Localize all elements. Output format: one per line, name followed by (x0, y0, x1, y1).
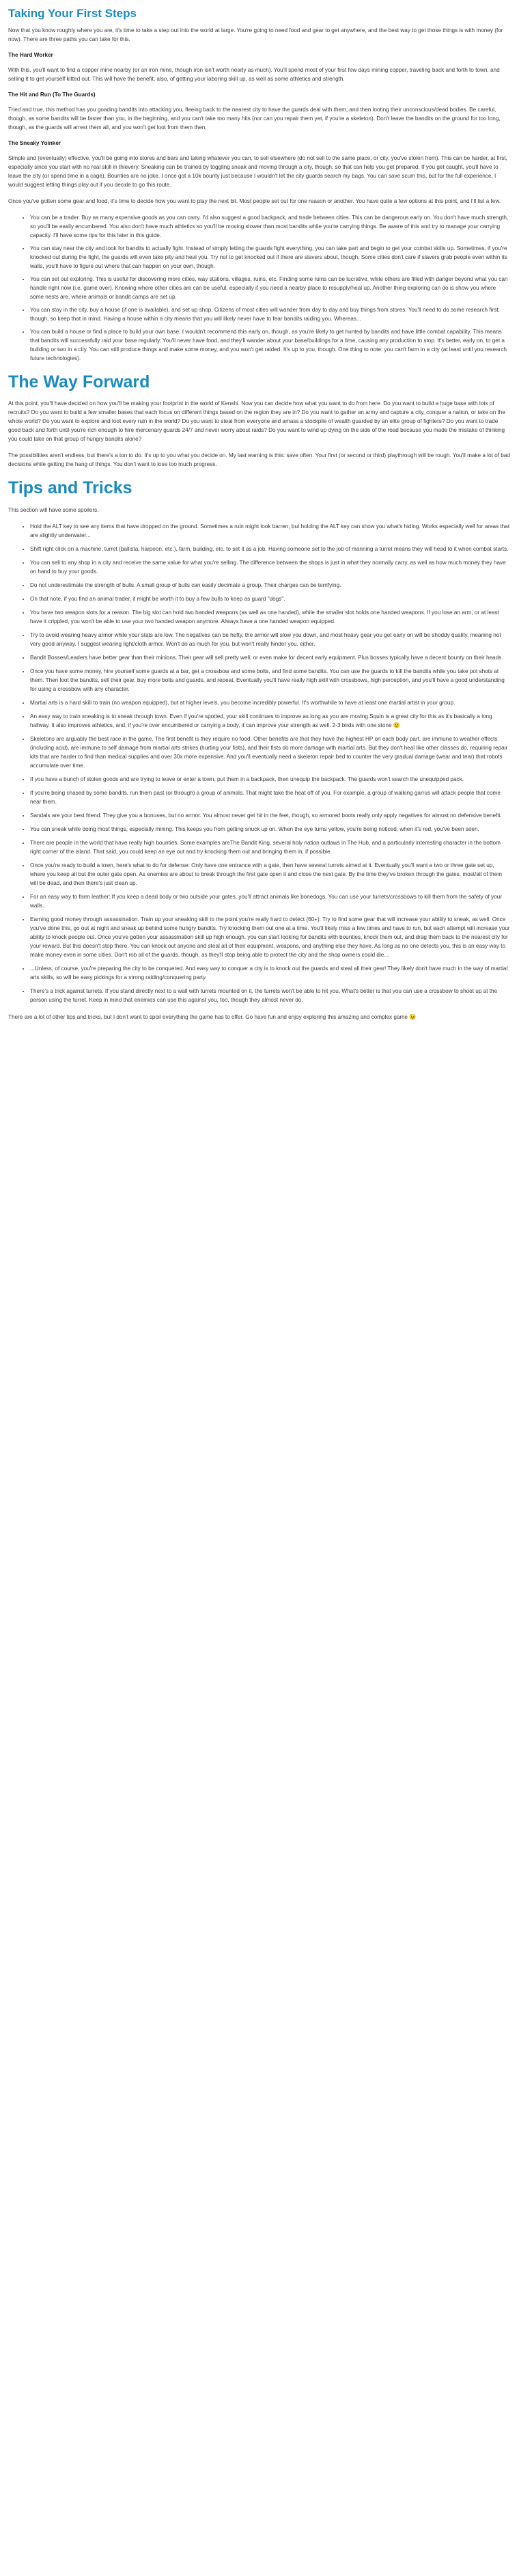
sneaky-yoinker-paragraph: Simple and (eventually) effective, you'll be going into stores and bars and taking whatever you can, to sell elsewhere (do not sell to the same place, or city, you've stolen from). This can be harder, at first, especially since you start with no real skill in thievery. Sneaking can be trained by toggling sneak and moving through a city, though, so that can help you get prepared. If you get caught, you'll have to leave the city (or spend time in a cage). Bounties are no joke. I once got a 10k bounty just because I wouldn't let the city guards search my bags. You can save scum this, but for the full experience, I would suggest letting things play out if you decide to go this route. (8, 154, 507, 188)
intro-paragraph: Now that you know roughly where you are, it's time to take a step out into the world at large. You're going to need food and gear to get anywhere, and the best way to get those things is with money (for now). There are three paths you can take for this. (8, 27, 503, 42)
list-item: • Sandals are your best friend. They give you a bonuses, but no armor. You almost never get hit in the feet, though, so armored boots really only apply negatives for almost no defensive benefit. (30, 811, 511, 820)
list-item: • For an easy way to farm leather: If you keep a dead body or two outside your gates, you'll attract animals like bonedogs. You can use your turrets/crossbows to kill them from the safety of your walls. (30, 892, 511, 910)
section-title-way-forward: The Way Forward (8, 372, 150, 392)
list-item: • There are people in the world that have really high bounties. Some examples areThe Bandit King, several holy nation outlaws in The Hub, and a particularly interesting character in the bottom right corner of the island. That said, you could keep an eye out and try knocking them out and bringing them in, if possible. (30, 838, 511, 856)
hard-worker-paragraph: With this, you'll want to find a copper mine nearby (or an iron mine, though iron isn't worth nearly as much). You'll spend most of your first few days mining copper, traveling back and forth to town, and selling it to get yourself kitted out. This will have the benefit, also, of getting your laboring skill up, as well as some athletics and strength. (8, 66, 500, 82)
list-item: • Try to avoid wearing heavy armor while your stats are low. The negatives can be hefty, the armor will slow you down, and most heavy gear you get early on will be shoddy quality, meaning not very good anyway. I suggest wearing light/cloth armor. Won't do as much for you, but won't really hinder you, either. (30, 631, 511, 648)
section-title-first-steps: Taking Your First Steps (8, 7, 137, 20)
closing-paragraph: There are a lot of other tips and tricks, but I don't want to spoil everything the game has to offer. Go have fun and enjoy exploring this amazing and complex game 😉 (8, 1014, 417, 1021)
list-item: • Once you have some money, hire yourself some guards at a bar, get a crossbow and some bolts, and find some bandits. You can use the guards to kill the bandits while you take pot shots at them. Then loot the bandits, sell their gear, buy more bolts and guards, and repeat. Eventually you'll have really high skill with crossbows, high perception, and you'll have a good understanding for using a crossbow with any character. (30, 667, 511, 694)
way-forward-paragraph-1: At this point, you'll have decided on how you'll be making your footprint in the world of Kenshi. Now you can decide how what you want to do from here. Do you want to build a huge base with lots of recruits? Do you want to build a few smaller bases that each focus on different things based on the region they are in? Do you want to gather an army and capture a city, conquer a nation, or take on the whole world? Do you want to explore and loot every ruin in the world? Do you want to steal from everyone and amass a stockpile of wealth guarded by an elite group of fighters? Do you want to trade good back and forth until you're rich enough to hire mercenary guards 24/7 and never worry about raids? Do you want to wind up dying on the side of the road because you made the mistake of thinking you could take on that group of hungry bandits alone? (8, 400, 505, 443)
options-list (8, 213, 511, 363)
tips-list (8, 522, 511, 1004)
list-item: • You can be a trader. Buy as many expensive goods as you can carry. I'd also suggest a good backpack, and trade between cities. This can be dangerous early on. You don't have much strength, so you'll be easily encumbered. You also don't have much athletics so you'll be moving slower than most bandits while you're carrying things. Be aware of this and try to manage your carrying capacity. I'll have some tips for this later in this guide. (30, 213, 511, 240)
list-item: • You can stay in the city, buy a house (if one is available), and set up shop. Citizens of most cities will wander from day to day and buy things from stores. You'll need to do some research first, though, so keep that in mind. Having a house within a city means that you will likely never have to fear bandits raiding you. Whereas... (30, 305, 511, 323)
options-intro-paragraph: Once you've gotten some gear and food, it's time to decide how you want to play the next bit. Most people set out for one reason or another. You have quite a few options at this point, and I'll list a few. (8, 197, 501, 204)
list-item: • Bandit Bosses/Leaders have better gear than their minions. Their gear will sell pretty well, or even make for decent early equipment. Plus bosses typically have a decent bounty on their heads. (30, 653, 511, 662)
list-item: • You can set out exploring. This is useful for discovering more cities, way stations, villages, ruins, etc. Finding some ruins can be lucrative, while others are filled with danger beyond what you can handle right now (i.e. game over). Knowing where other cities are can be useful, especially if you need a nearby place to resupply/heal up. Another thing exploring can do is show you where some nests are, where animals or bandit camps are set up. (30, 275, 511, 301)
list-item: • You have two weapon slots for a reason. The big slot can hold two handed weapons (as well as one handed), while the smaller slot holds one handed weapons. If you lose an arm, or at least have it crippled, you won't be able to use your two handed weapon anymore. Always have a one handed weapon equipped. (30, 608, 511, 626)
list-item: • You can sell to any shop in a city and receive the same value for what you're selling. The difference between the shops is just in what they normally carry, as well as how much money they have on hand to buy your goods. (30, 558, 511, 576)
subheading-hard-worker: The Hard Worker (8, 51, 53, 58)
list-item: • Do not underestimate the strength of bulls. A small group of bulls can easily decimate a group. Their charges can be terrifying. (30, 581, 511, 590)
subheading-hit-and-run: The Hit and Run (To The Guards) (8, 91, 96, 98)
list-item: • Hold the ALT key to see any items that have dropped on the ground. Sometimes a ruin might look barren, but holding the ALT key can show you what's hiding. Works especially well for areas that are slightly underwater... (30, 522, 511, 540)
list-item: • An easy way to train sneaking is to sneak through town. Even if you're spotted, your skill continues to improve as long as you are moving.Squin is a great city for this as it's basically a long hallway. It also improves athletics, and, if you're over encumbered or carrying a body, it can improve your strength as well. 2-3 birds with one stone 😉 (30, 712, 511, 730)
list-item: • You can stay near the city and look for bandits to actually fight. Instead of simply letting the guards fight everything, you can take part and begin to get your combat skills up. Sometimes, if you're knocked out during the fight, the guards will even take pity and heal you. Try not to get knocked out if there are slavers about, though. Some cities don't care if slavers grab people even within its walls, you'll have to figure out where that can happen on your own, though. (30, 244, 511, 271)
list-item: • There's a trick against turrets. If you stand directly next to a wall with turrets mounted on it, the turrets won't be able to hit you. What's better is that you can use a crossbow to shoot up at the person using the turret. Keep in mind that enemies can use this against you, too, though they almost never do. (30, 987, 511, 1004)
list-item: • Martial arts is a hard skill to train (no weapon equipped), but at higher levels, you become incredibly powerful. It's worthwhile to have at least one martial artist in your group. (30, 698, 511, 707)
list-item: • If you're being chased by some bandits, run them past (or through) a group of animals. That might take the heat off of you. For example, a group of walking garrus will attack people that come near them. (30, 789, 511, 806)
article (0, 0, 519, 1022)
list-item: • Earning good money through assassination. Train up your sneaking skill to the point you're really hard to detect (60+). Try to find some gear that will increase your ability to sneak, as well. Once you've done this, go out at night and sneak up behind some hungry bandits. Try knocking them out one at a time. You'll likely miss a few times and have to run, but each attempt will increase your ability to knock people out. Once you've gotten your assassination skill up high enough, you can start looking for bandits with bounties, knock them out, and drag them back to the nearest city for your reward. But this doesn't stop there. You can knock out anyone and steal all of their equipment, weapons, and anything else they have. As long as no one detects you, this is an easy way to make money even in some cities. Don't rob all of the guards, though, as they'll stop being able to protect the city and the shop owners could die... (30, 915, 511, 959)
list-item: • Once you're ready to build a town, here's what to do for defense: Only have one entrance with a gate, then have several turrets aimed at it. Eventually you'll want a two or three gate set up, where you keep all but the outer gate open. As enemies are about to break through the first gate open it and close the next gate. By the time they've broken through the gates, most/all of them will be dead, and then there's just clean up. (30, 861, 511, 888)
list-item: • Skeletons are arguably the best race in the game. The first benefit is they require no food. Other benefits are that they have the highest HP on each body part, are immune to weather effects (including acid), are immune to self damage from martial arts strikes (hurting your fists), and their fists do more damage with martial arts. But they don't heal like other classes do, requiring repair kits that are harder to find than medical supplies and over 30x more expensive. And you'll eventually need a skeleton repair bed to counter the very gradual damage (wear and tear) that robots accumulate over time. (30, 735, 511, 770)
list-item: • You can sneak while doing most things, especially mining. This keeps you from getting snuck up on. When the eye turns yellow, you're being noticed, when it's red, you've been seen. (30, 825, 511, 834)
hit-and-run-paragraph: Tried and true, this method has you goading bandits into attacking you, fleeing back to the nearest city to have the guards deal with them, and then looting their unconscious/dead bodies. Be careful, though, as some bandits will be faster than you, in the beginning, and you can't take too many hits (nor can you repair them yet, if you're a skeleton). Don't leave the bandits on the ground for too long, though, as the guards will arrest them all, and you won't get loot from them then. (8, 106, 501, 131)
list-item: • If you have a bunch of stolen goods and are trying to leave or enter a town, put them in a backpack, then unequip the backpack. The guards won't search the unequipped pack. (30, 775, 511, 784)
list-item: • Shift right click on a machine, turret (ballista, harpoon, etc.), farm, building, etc. to set it as a job. Having someone set to the job of manning a turret means they will head to it when combat starts. (30, 545, 511, 553)
section-title-tips: Tips and Tricks (8, 478, 132, 498)
list-item: • You can build a house or find a place to build your own base. I wouldn't recommend this early on, though, as you're likely to get hunted by bandits and have little combat capability. This means that bandits will successfully raid your base regularly. You'll never have food, and they'll wander about your base/buildings for a time, causing any production to stop. It's better, early on, to get a building or two in a city. You can still produce things and make some money, and you won't get raided. It's up to you, though. One thing to note: you can't farm in a city (at least until you research future technologies). (30, 327, 511, 363)
list-item: • On that note, if you find an animal trader, it might be worth it to buy a few bulls to keep as guard "dogs". (30, 594, 511, 603)
tips-intro-paragraph: This section will have some spoilers. (8, 507, 99, 514)
subheading-sneaky-yoinker: The Sneaky Yoinker (8, 139, 61, 146)
way-forward-paragraph-2: The possibilities aren't endless, but there's a ton to do. It's up to you what you decide on. My last warning is this: save often. Your first (or second or third) playthrough will be rough. You'll make a lot of bad decisions while getting the hang of things. You don't want to lose too much progress. (8, 452, 510, 468)
list-item: • ...Unless, of course, you're preparing the city to be conquered. And easy way to conquer a city is to knock out the guards and steal all their gear! They likely don't have much in the way of martial arts skills, so will be easy pickings for a strong raiding/conquering party. (30, 964, 511, 982)
